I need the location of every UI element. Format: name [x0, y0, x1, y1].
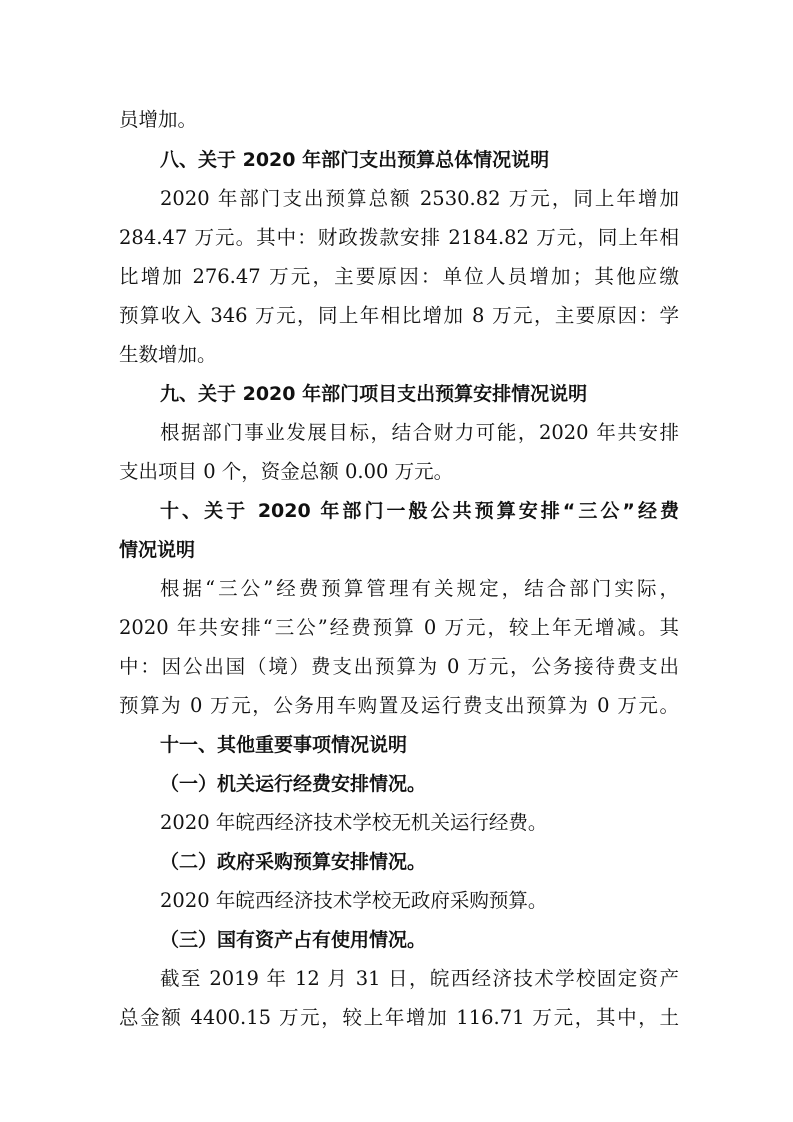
section-heading-8: 八、关于 2020 年部门支出预算总体情况说明: [160, 149, 550, 171]
section-heading-10-cont: 情况说明: [119, 539, 196, 561]
paragraph-line: 2020 年部门支出预算总额 2530.82 万元，同上年增加: [160, 187, 679, 210]
section-heading-10: 十、关于 2020 年部门一般公共预算安排“三公”经费: [160, 500, 679, 522]
paragraph-line: 中：因公出国（境）费支出预算为 0 万元，公务接待费支出: [119, 655, 679, 678]
paragraph-line: 根据“三公”经费预算管理有关规定，结合部门实际，: [160, 577, 679, 600]
subsection-heading-2: （二）政府采购预算安排情况。: [160, 851, 427, 873]
paragraph-line: 支出项目 0 个，资金总额 0.00 万元。: [119, 460, 454, 483]
paragraph-line: 根据部门事业发展目标，结合财力可能，2020 年共安排: [160, 421, 679, 444]
paragraph-line: 预算为 0 万元，公务用车购置及运行费支出预算为 0 万元。: [119, 694, 679, 717]
subsection-heading-3: （三）国有资产占有使用情况。: [160, 929, 427, 951]
paragraph-line: 截至 2019 年 12 月 31 日，皖西经济技术学校固定资产: [160, 967, 679, 990]
section-heading-9: 九、关于 2020 年部门项目支出预算安排情况说明: [160, 383, 588, 405]
paragraph-line: 生数增加。: [119, 343, 217, 366]
subsection-heading-1: （一）机关运行经费安排情况。: [160, 773, 427, 795]
paragraph-line: 员增加。: [119, 108, 198, 131]
paragraph-line: 284.47 万元。其中：财政拨款安排 2184.82 万元，同上年相: [119, 226, 679, 249]
paragraph-line: 总金额 4400.15 万元，较上年增加 116.71 万元，其中，土: [119, 1006, 679, 1029]
paragraph-line: 预算收入 346 万元，同上年相比增加 8 万元，主要原因：学: [119, 304, 679, 327]
paragraph-line: 2020 年共安排“三公”经费预算 0 万元，较上年无增减。其: [119, 616, 679, 639]
section-heading-11: 十一、其他重要事项情况说明: [160, 734, 408, 756]
paragraph-line: 2020 年皖西经济技术学校无政府采购预算。: [160, 889, 548, 912]
paragraph-line: 比增加 276.47 万元，主要原因：单位人员增加；其他应缴: [119, 265, 679, 288]
paragraph-line: 2020 年皖西经济技术学校无机关运行经费。: [160, 811, 548, 834]
